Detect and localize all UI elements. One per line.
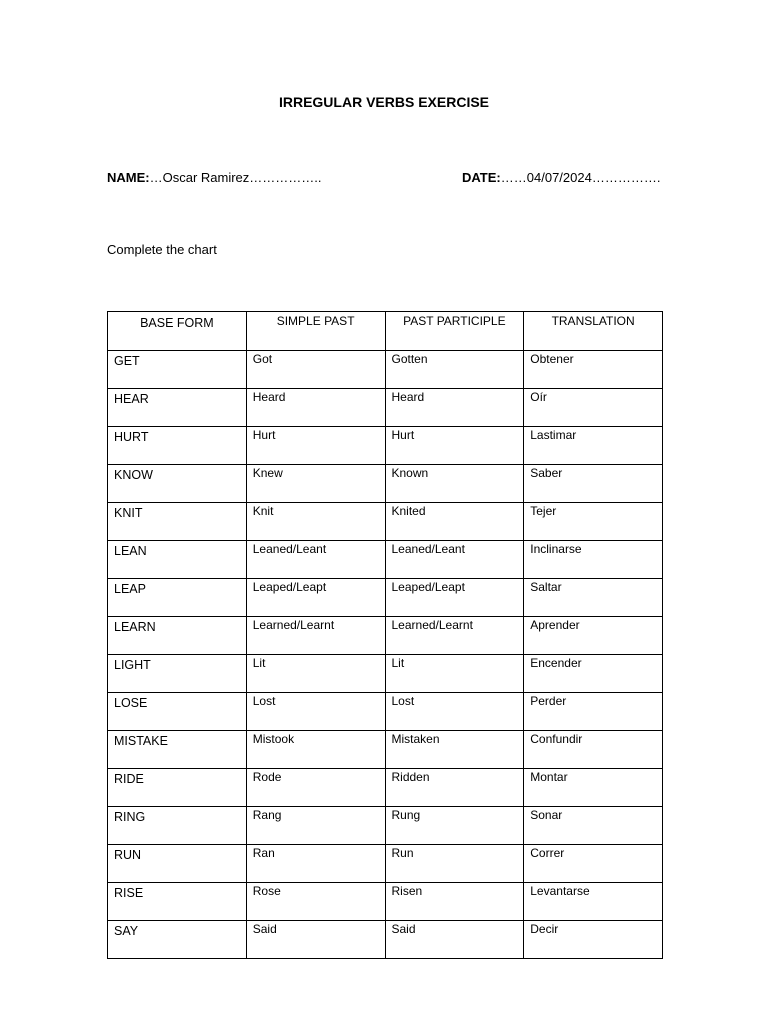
table-row [108,617,663,655]
name-label: NAME: [107,170,150,185]
past-participle-cell: Risen [385,883,524,921]
page-title: IRREGULAR VERBS EXERCISE [278,94,490,110]
simple-past-cell: Lit [246,655,385,693]
past-participle-cell: Leaped/Leapt [385,579,524,617]
simple-past-cell: Heard [246,389,385,427]
past-participle-cell: Gotten [385,351,524,389]
translation-cell: Aprender [524,617,663,655]
simple-past-cell: Mistook [246,731,385,769]
base-form-cell: RIDE [108,769,247,807]
simple-past-cell: Rang [246,807,385,845]
base-form-cell: LEAN [108,541,247,579]
past-participle-cell: Known [385,465,524,503]
base-form-cell: MISTAKE [108,731,247,769]
simple-past-cell: Leaped/Leapt [246,579,385,617]
simple-past-cell: Said [246,921,385,959]
past-participle-cell: Said [385,921,524,959]
translation-cell: Correr [524,845,663,883]
translation-cell: Saber [524,465,663,503]
table-row [108,465,663,503]
translation-cell: Saltar [524,579,663,617]
base-form-cell: RISE [108,883,247,921]
base-form-cell: KNIT [108,503,247,541]
header-past-participle: PAST PARTICIPLE [385,312,524,351]
table-row [108,655,663,693]
header-simple-past: SIMPLE PAST [246,312,385,351]
translation-cell: Decir [524,921,663,959]
table-row [108,427,663,465]
translation-cell: Montar [524,769,663,807]
table-row [108,807,663,845]
header-row [108,312,663,351]
past-participle-cell: Mistaken [385,731,524,769]
date-value: ……04/07/2024……………. [500,170,661,185]
simple-past-cell: Knit [246,503,385,541]
table-row [108,921,663,959]
date-field [462,170,660,185]
table-row [108,693,663,731]
translation-cell: Confundir [524,731,663,769]
instruction-text: Complete the chart [107,242,217,257]
translation-cell: Perder [524,693,663,731]
base-form-cell: SAY [108,921,247,959]
simple-past-cell: Leaned/Leant [246,541,385,579]
translation-cell: Tejer [524,503,663,541]
past-participle-cell: Rung [385,807,524,845]
simple-past-cell: Lost [246,693,385,731]
past-participle-cell: Lost [385,693,524,731]
table-row [108,579,663,617]
past-participle-cell: Run [385,845,524,883]
table-row [108,845,663,883]
base-form-cell: LOSE [108,693,247,731]
table-row [108,769,663,807]
translation-cell: Obtener [524,351,663,389]
table-row [108,503,663,541]
translation-cell: Encender [524,655,663,693]
table-row [108,731,663,769]
past-participle-cell: Learned/Learnt [385,617,524,655]
table-row [108,351,663,389]
name-value: …Oscar Ramirez…………….. [149,170,322,185]
simple-past-cell: Got [246,351,385,389]
base-form-cell: RUN [108,845,247,883]
past-participle-cell: Heard [385,389,524,427]
base-form-cell: KNOW [108,465,247,503]
translation-cell: Sonar [524,807,663,845]
past-participle-cell: Knited [385,503,524,541]
name-field [107,170,322,185]
base-form-cell: GET [108,351,247,389]
base-form-cell: LEARN [108,617,247,655]
simple-past-cell: Rose [246,883,385,921]
past-participle-cell: Ridden [385,769,524,807]
base-form-cell: LIGHT [108,655,247,693]
simple-past-cell: Learned/Learnt [246,617,385,655]
table-row [108,883,663,921]
simple-past-cell: Knew [246,465,385,503]
base-form-cell: HURT [108,427,247,465]
translation-cell: Lastimar [524,427,663,465]
translation-cell: Levantarse [524,883,663,921]
simple-past-cell: Hurt [246,427,385,465]
translation-cell: Oír [524,389,663,427]
header-base-form: BASE FORM [108,312,247,351]
base-form-cell: LEAP [108,579,247,617]
simple-past-cell: Ran [246,845,385,883]
date-label: DATE: [462,170,501,185]
past-participle-cell: Lit [385,655,524,693]
header-translation: TRANSLATION [524,312,663,351]
table-row [108,389,663,427]
verbs-table [107,311,663,959]
past-participle-cell: Hurt [385,427,524,465]
translation-cell: Inclinarse [524,541,663,579]
base-form-cell: RING [108,807,247,845]
base-form-cell: HEAR [108,389,247,427]
past-participle-cell: Leaned/Leant [385,541,524,579]
table-row [108,541,663,579]
simple-past-cell: Rode [246,769,385,807]
